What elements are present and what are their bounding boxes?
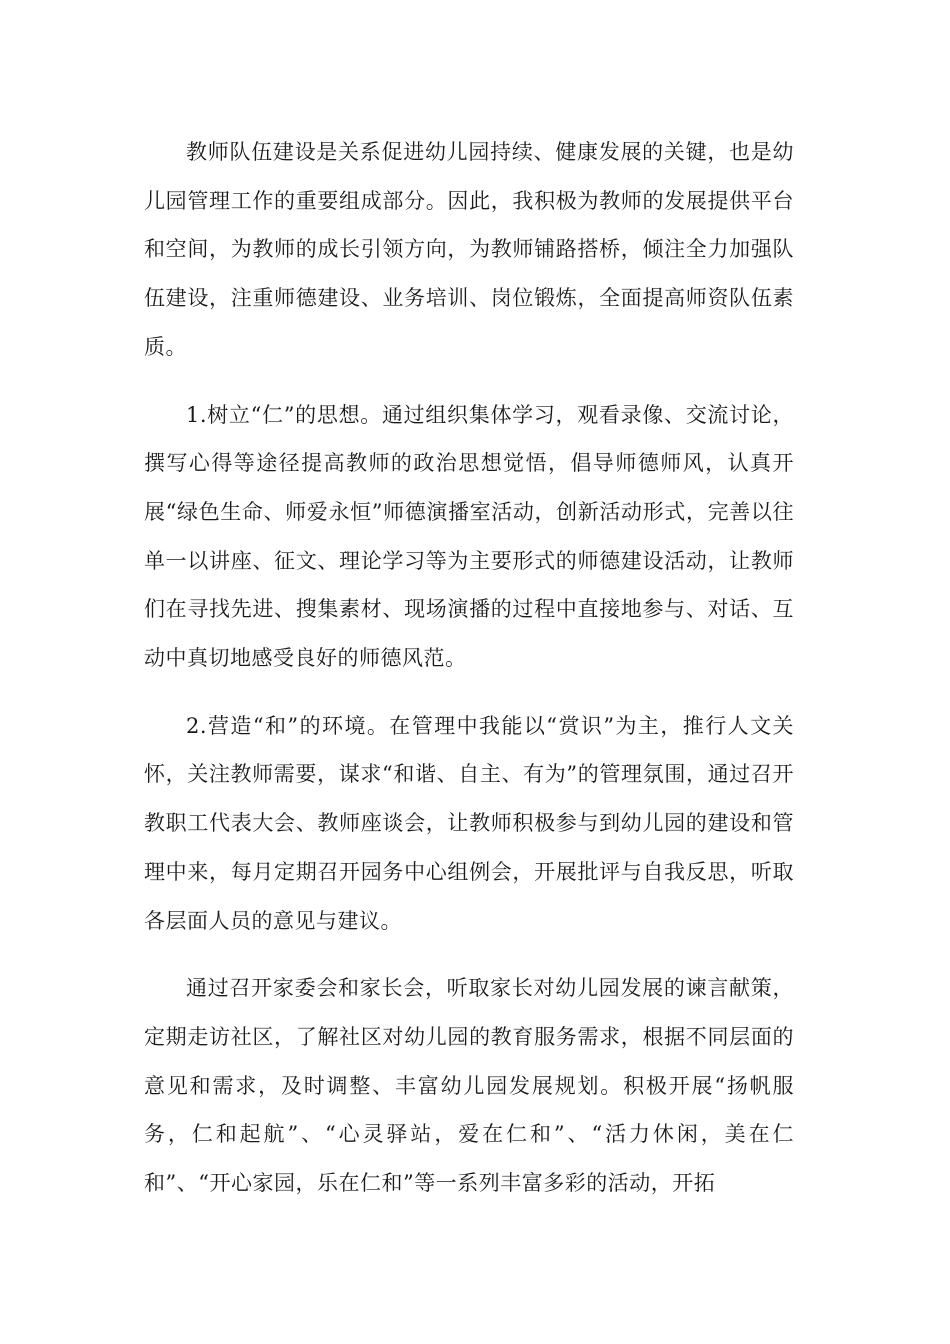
document-body <box>144 128 794 1208</box>
paragraph-intro: 教师队伍建设是关系促进幼儿园持续、健康发展的关键，也是幼儿园管理工作的重要组成部分。因此，我积极为教师的发展提供平台和空间，为教师的成长引领方向，为教师铺路搭桥，倾注全力加强队伍建设，注重师德建设、业务培训、岗位锻炼，全面提高师资队伍素质。 <box>144 140 794 359</box>
paragraph-point-2: 2.营造“和”的环境。在管理中我能以“赏识”为主，推行人文关怀，关注教师需要，谋求“和谐、自主、有为”的管理氛围，通过召开教职工代表大会、教师座谈会，让教师积极参与到幼儿园的建设和管理中来，每月定期召开园务中心组例会，开展批评与自我反思，听取各层面人员的意见与建议。 <box>144 713 794 933</box>
paragraph-family-community: 通过召开家委会和家长会，听取家长对幼儿园发展的谏言献策，定期走访社区，了解社区对幼儿园的教育服务需求，根据不同层面的意见和需求，及时调整、丰富幼儿园发展规划。积极开展“扬帆服务，仁和起航”、“心灵驿站，爱在仁和”、“活力休闲，美在仁和”、“开心家园，乐在仁和”等一系列丰富多彩的活动，开拓 <box>144 976 794 1196</box>
paragraph-point-1: 1.树立“仁”的思想。通过组织集体学习，观看录像、交流讨论，撰写心得等途径提高教师的政治思想觉悟，倡导师德师风，认真开展“绿色生命、师爱永恒”师德演播室活动，创新活动形式，完善以往单一以讲座、征文、理论学习等为主要形式的师德建设活动，让教师们在寻找先进、搜集素材、现场演播的过程中直接地参与、对话、互动中真切地感受良好的师德风范。 <box>144 402 794 671</box>
